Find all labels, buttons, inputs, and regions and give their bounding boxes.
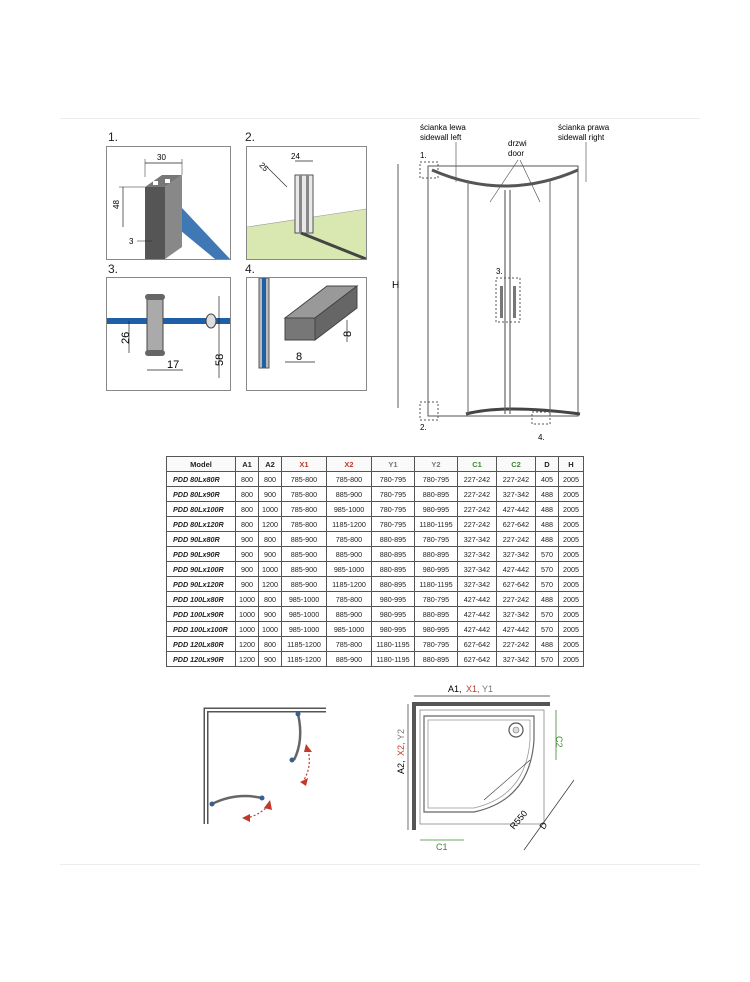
value-cell: 780-795: [415, 592, 458, 607]
col-x1: X1: [282, 457, 327, 472]
model-cell: PDD 100Lx90R: [167, 607, 236, 622]
value-cell: 800: [236, 472, 259, 487]
callout-2: 2.: [420, 423, 427, 432]
value-cell: 985-1000: [327, 502, 372, 517]
value-cell: 405: [536, 472, 559, 487]
value-cell: 488: [536, 502, 559, 517]
model-cell: PDD 100Lx80R: [167, 592, 236, 607]
plan-top-x1: X1,: [466, 684, 480, 694]
value-cell: 570: [536, 562, 559, 577]
value-cell: 885-900: [282, 562, 327, 577]
value-cell: 2005: [559, 622, 584, 637]
value-cell: 327-342: [458, 547, 497, 562]
detail-3-panel: [106, 277, 231, 391]
value-cell: 1200: [259, 577, 282, 592]
sidewall-left-pl: ścianka lewa: [420, 123, 466, 132]
value-cell: 800: [259, 592, 282, 607]
detail-4-dim-width: 8: [296, 351, 303, 363]
spec-table: [166, 456, 584, 667]
value-cell: 227-242: [497, 637, 536, 652]
value-cell: 780-795: [372, 472, 415, 487]
value-cell: 488: [536, 532, 559, 547]
value-cell: 570: [536, 652, 559, 667]
detail-2-dim-width: 24: [291, 152, 300, 161]
value-cell: 2005: [559, 577, 584, 592]
value-cell: 985-1000: [282, 592, 327, 607]
value-cell: 488: [536, 592, 559, 607]
value-cell: 780-795: [415, 637, 458, 652]
detail-2-panel: [246, 146, 367, 260]
detail-4-drawing: [247, 278, 366, 390]
value-cell: 327-342: [497, 607, 536, 622]
value-cell: 488: [536, 517, 559, 532]
value-cell: 227-242: [497, 472, 536, 487]
value-cell: 900: [236, 547, 259, 562]
value-cell: 1200: [259, 517, 282, 532]
model-cell: PDD 100Lx100R: [167, 622, 236, 637]
value-cell: 1180-1195: [415, 517, 458, 532]
value-cell: 785-800: [282, 502, 327, 517]
value-cell: 327-342: [497, 652, 536, 667]
table-header-row: [167, 457, 584, 472]
detail-4-label: 4.: [245, 262, 256, 276]
col-a2: A2: [259, 457, 282, 472]
value-cell: 227-242: [458, 487, 497, 502]
value-cell: 427-442: [458, 607, 497, 622]
col-d: D: [536, 457, 559, 472]
value-cell: 1000: [236, 607, 259, 622]
table-row: [167, 592, 584, 607]
detail-3-drawing: [107, 278, 230, 390]
sidewall-right-pl: ścianka prawa: [558, 123, 610, 132]
value-cell: 488: [536, 487, 559, 502]
value-cell: 785-800: [327, 637, 372, 652]
door-opening-plan: [196, 700, 336, 830]
value-cell: 900: [236, 532, 259, 547]
detail-3-dim-height: 26: [120, 331, 132, 344]
value-cell: 327-342: [458, 577, 497, 592]
detail-1-dim-gap: 3: [129, 237, 134, 246]
callout-4: 4.: [538, 433, 545, 442]
value-cell: 985-1000: [282, 607, 327, 622]
value-cell: 785-800: [282, 487, 327, 502]
plan-top-a1: A1,: [448, 684, 462, 694]
door-pl: drzwi: [508, 139, 527, 148]
value-cell: 885-900: [327, 547, 372, 562]
value-cell: 785-800: [282, 472, 327, 487]
bottom-rule: [60, 864, 700, 865]
table-row: [167, 652, 584, 667]
value-cell: 327-342: [458, 532, 497, 547]
value-cell: 800: [236, 487, 259, 502]
table-row: [167, 517, 584, 532]
table-row: [167, 547, 584, 562]
value-cell: 980-995: [415, 562, 458, 577]
door-en: door: [508, 149, 525, 158]
elevation-drawing: [380, 118, 640, 448]
col-y1: Y1: [372, 457, 415, 472]
value-cell: 227-242: [458, 472, 497, 487]
detail-3-dim-width: 17: [167, 359, 180, 371]
model-cell: PDD 80Lx100R: [167, 502, 236, 517]
value-cell: 885-900: [282, 547, 327, 562]
callout-1: 1.: [420, 151, 427, 160]
value-cell: 985-1000: [327, 622, 372, 637]
plan-side-x2: X2,: [396, 742, 406, 756]
plan-top-y1: Y1: [482, 684, 494, 694]
value-cell: 427-442: [458, 622, 497, 637]
value-cell: 627-642: [497, 517, 536, 532]
value-cell: 1185-1200: [327, 517, 372, 532]
value-cell: 785-800: [327, 592, 372, 607]
model-cell: PDD 90Lx90R: [167, 547, 236, 562]
model-cell: PDD 90Lx100R: [167, 562, 236, 577]
sidewall-right-en: sidewall right: [558, 133, 605, 142]
value-cell: 227-242: [497, 532, 536, 547]
value-cell: 627-642: [497, 577, 536, 592]
model-cell: PDD 80Lx90R: [167, 487, 236, 502]
value-cell: 2005: [559, 592, 584, 607]
table-row: [167, 577, 584, 592]
value-cell: 427-442: [458, 592, 497, 607]
value-cell: 885-900: [282, 532, 327, 547]
col-a1: A1: [236, 457, 259, 472]
col-h: H: [559, 457, 584, 472]
col-c1: C1: [458, 457, 497, 472]
value-cell: 1185-1200: [282, 637, 327, 652]
value-cell: 900: [236, 562, 259, 577]
model-cell: PDD 80Lx80R: [167, 472, 236, 487]
value-cell: 1000: [259, 562, 282, 577]
value-cell: 800: [259, 472, 282, 487]
value-cell: 627-642: [458, 652, 497, 667]
value-cell: 785-800: [282, 517, 327, 532]
detail-2-label: 2.: [245, 130, 256, 144]
value-cell: 1000: [259, 502, 282, 517]
model-cell: PDD 120Lx80R: [167, 637, 236, 652]
value-cell: 2005: [559, 517, 584, 532]
value-cell: 980-995: [415, 622, 458, 637]
value-cell: 2005: [559, 607, 584, 622]
value-cell: 1200: [236, 637, 259, 652]
col-y2: Y2: [415, 457, 458, 472]
model-cell: PDD 90Lx120R: [167, 577, 236, 592]
value-cell: 488: [536, 637, 559, 652]
value-cell: 900: [259, 607, 282, 622]
value-cell: 227-242: [458, 502, 497, 517]
table-row: [167, 607, 584, 622]
value-cell: 980-995: [372, 607, 415, 622]
value-cell: 780-795: [372, 502, 415, 517]
plan-dimensions: [384, 680, 584, 860]
value-cell: 985-1000: [327, 562, 372, 577]
value-cell: 780-795: [372, 487, 415, 502]
value-cell: 880-895: [415, 487, 458, 502]
plan-side-y2: Y2: [396, 728, 406, 740]
value-cell: 880-895: [415, 547, 458, 562]
value-cell: 800: [259, 637, 282, 652]
value-cell: 2005: [559, 547, 584, 562]
value-cell: 2005: [559, 502, 584, 517]
value-cell: 227-242: [497, 592, 536, 607]
value-cell: 2005: [559, 532, 584, 547]
value-cell: 2005: [559, 487, 584, 502]
table-row: [167, 637, 584, 652]
value-cell: 900: [259, 547, 282, 562]
value-cell: 880-895: [372, 577, 415, 592]
table-row: [167, 562, 584, 577]
plan-side-a2: A2,: [396, 760, 406, 774]
value-cell: 980-995: [372, 592, 415, 607]
table-row: [167, 532, 584, 547]
value-cell: 1000: [236, 592, 259, 607]
value-cell: 885-900: [327, 487, 372, 502]
detail-1-dim-width: 30: [157, 153, 166, 162]
model-cell: PDD 90Lx80R: [167, 532, 236, 547]
value-cell: 1180-1195: [372, 652, 415, 667]
value-cell: 327-342: [458, 562, 497, 577]
detail-2-dim-angle: 25: [257, 160, 271, 174]
value-cell: 885-900: [327, 607, 372, 622]
value-cell: 980-995: [415, 502, 458, 517]
value-cell: 327-342: [497, 487, 536, 502]
value-cell: 900: [259, 487, 282, 502]
value-cell: 800: [236, 502, 259, 517]
col-c2: C2: [497, 457, 536, 472]
value-cell: 880-895: [372, 547, 415, 562]
height-label: H: [392, 280, 400, 291]
value-cell: 985-1000: [282, 622, 327, 637]
value-cell: 570: [536, 547, 559, 562]
detail-4-dim-height: 8: [342, 330, 354, 337]
value-cell: 2005: [559, 637, 584, 652]
value-cell: 570: [536, 577, 559, 592]
sidewall-left-en: sidewall left: [420, 133, 462, 142]
plan-c2: C2: [554, 736, 564, 748]
detail-4-panel: [246, 277, 367, 391]
table-row: [167, 487, 584, 502]
value-cell: 880-895: [415, 607, 458, 622]
value-cell: 627-642: [458, 637, 497, 652]
detail-1-drawing: [107, 147, 230, 259]
value-cell: 427-442: [497, 622, 536, 637]
value-cell: 427-442: [497, 562, 536, 577]
value-cell: 2005: [559, 562, 584, 577]
value-cell: 780-795: [415, 472, 458, 487]
value-cell: 880-895: [372, 532, 415, 547]
model-cell: PDD 80Lx120R: [167, 517, 236, 532]
value-cell: 980-995: [372, 622, 415, 637]
detail-1-dim-height: 48: [112, 200, 121, 209]
table-body: [167, 472, 584, 667]
table-row: [167, 622, 584, 637]
detail-3-dim-total: 58: [214, 353, 226, 366]
value-cell: 900: [259, 652, 282, 667]
table-row: [167, 472, 584, 487]
value-cell: 2005: [559, 652, 584, 667]
value-cell: 800: [259, 532, 282, 547]
table-row: [167, 502, 584, 517]
value-cell: 885-900: [282, 577, 327, 592]
value-cell: 427-442: [497, 502, 536, 517]
value-cell: 1180-1195: [372, 637, 415, 652]
detail-1-label: 1.: [108, 130, 119, 144]
callout-3: 3.: [496, 267, 503, 276]
value-cell: 900: [236, 577, 259, 592]
plan-radius: R550: [507, 808, 530, 832]
value-cell: 1200: [236, 652, 259, 667]
col-x2: X2: [327, 457, 372, 472]
value-cell: 780-795: [415, 532, 458, 547]
plan-diag: D: [537, 820, 550, 832]
value-cell: 1000: [236, 622, 259, 637]
value-cell: 1185-1200: [282, 652, 327, 667]
value-cell: 800: [236, 517, 259, 532]
detail-2-drawing: [247, 147, 366, 259]
value-cell: 785-800: [327, 532, 372, 547]
value-cell: 570: [536, 622, 559, 637]
value-cell: 785-800: [327, 472, 372, 487]
value-cell: 327-342: [497, 547, 536, 562]
model-cell: PDD 120Lx90R: [167, 652, 236, 667]
detail-3-label: 3.: [108, 262, 119, 276]
value-cell: 227-242: [458, 517, 497, 532]
value-cell: 570: [536, 607, 559, 622]
value-cell: 2005: [559, 472, 584, 487]
value-cell: 780-795: [372, 517, 415, 532]
col-model: Model: [167, 457, 236, 472]
value-cell: 885-900: [327, 652, 372, 667]
value-cell: 880-895: [372, 562, 415, 577]
value-cell: 1185-1200: [327, 577, 372, 592]
value-cell: 1180-1195: [415, 577, 458, 592]
detail-1-panel: [106, 146, 231, 260]
value-cell: 880-895: [415, 652, 458, 667]
value-cell: 1000: [259, 622, 282, 637]
plan-c1: C1: [436, 842, 448, 852]
